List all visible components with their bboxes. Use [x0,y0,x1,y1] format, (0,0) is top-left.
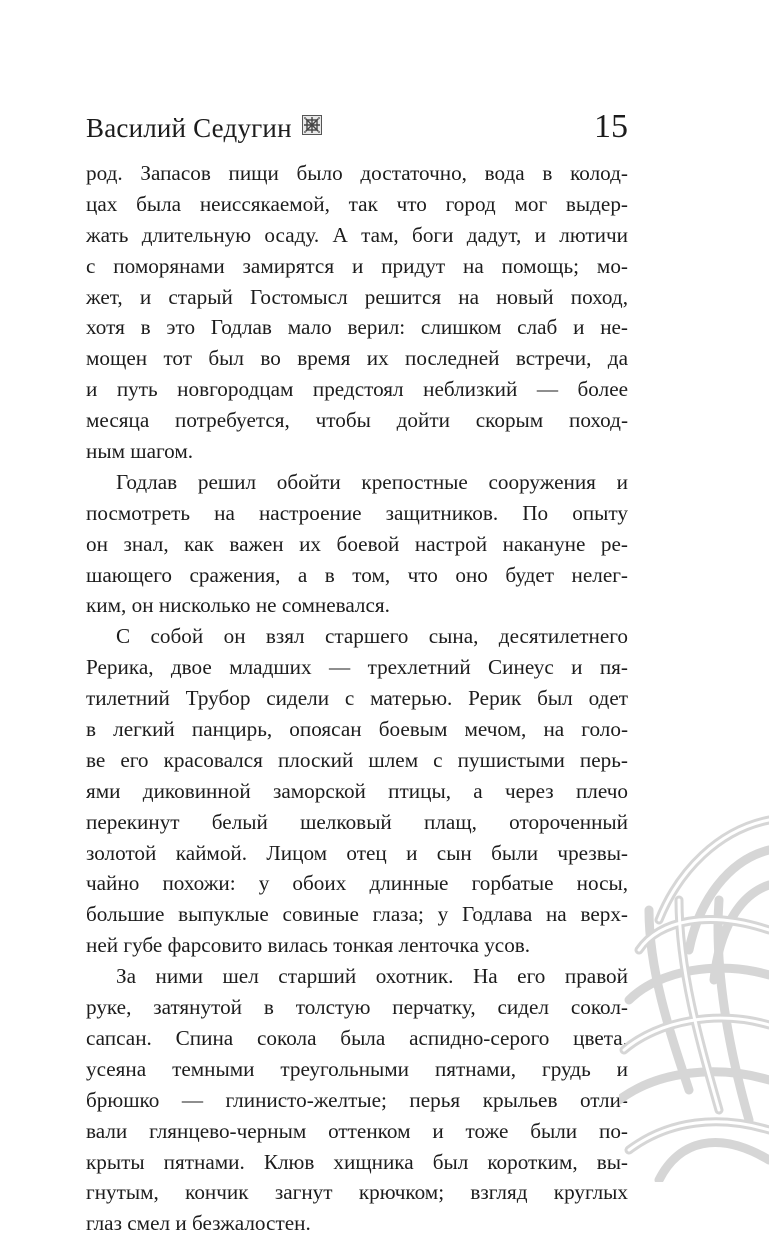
text-line: вали глянцево-черным оттенком и тоже были по- [86,1118,628,1143]
text-line: гнутым, кончик загнут крючком; взгляд круглых [86,1180,628,1205]
text-line: ве его красовался плоский шлем с пушистыми перь- [86,747,628,772]
text-line: чайно похожи: у обоих длинные горбатые носы, [86,871,628,896]
text-line: мощен тот был во время их последней встречи, да [86,346,628,371]
body-text [86,158,628,1239]
text-line: род. Запасов пищи было достаточно, вода в колод- [86,161,628,185]
celtic-knot-corner-icon [619,800,769,1182]
author-name: Василий Седугин [86,113,292,143]
text-line: цах была неиссякаемой, так что город мог выдер- [86,191,628,216]
running-header [86,108,628,148]
text-line: брюшко — глинисто-желтые; перья крыльев отли- [86,1087,628,1112]
text-line: шающего сражения, а в том, что оно будет нелег- [86,562,628,587]
text-line: За ними шел старший охотник. На его правой [116,964,628,989]
text-line: глаз смел и безжалостен. [86,1211,311,1236]
text-line: тилетний Трубор сидели с матерью. Рерик был одет [86,686,628,711]
text-line: в легкий панцирь, опоясан боевым мечом, на голо- [86,717,628,742]
text-line: ней губе фарсовито вилась тонкая ленточка усов. [86,933,531,958]
text-line: крыты пятнами. Клюв хищника был коротким, вы- [86,1149,628,1174]
text-line: месяца потребуется, чтобы дойти скорым поход- [86,408,628,433]
celtic-knot-square-icon [302,115,322,135]
text-line: и путь новгородцам предстоял неблизкий — более [86,377,628,402]
text-line: перекинут белый шелковый плащ, отороченный [86,809,628,834]
text-line: ным шагом. [86,439,194,464]
text-line: хотя в это Годлав мало верил: слишком слаб и не- [86,315,628,340]
text-line: ким, он нисколько не сомневался. [86,593,390,618]
text-line: жет, и старый Гостомысл решится на новый поход, [86,284,628,309]
text-line: жать длительную осаду. А там, боги дадут, и лютичи [86,222,628,247]
text-line: С собой он взял старшего сына, десятилетнего [116,624,628,649]
text-line: руке, затянутой в толстую перчатку, сидел сокол- [86,995,628,1020]
text-line: сапсан. Спина сокола была аспидно-серого цвета, [86,1025,628,1050]
text-line: с поморянами замирятся и придут на помощь; мо- [86,253,628,278]
text-line: посмотреть на настроение защитников. По опыту [86,500,628,525]
page-number: 15 [594,108,628,145]
text-line: Рерика, двое младших — трехлетний Синеус и пя- [86,655,628,680]
text-line: большие выпуклые совиные глаза; у Годлава на верх- [86,902,628,927]
text-line: усеяна темными треугольными пятнами, грудь и [86,1056,628,1081]
text-line: золотой каймой. Лицом отец и сын были чрезвы- [86,840,628,865]
text-line: Годлав решил обойти крепостные сооружения и [116,469,628,494]
text-line: он знал, как важен их боевой настрой накануне ре- [86,531,628,556]
text-line: ями диковинной заморской птицы, а через плечо [86,778,628,803]
